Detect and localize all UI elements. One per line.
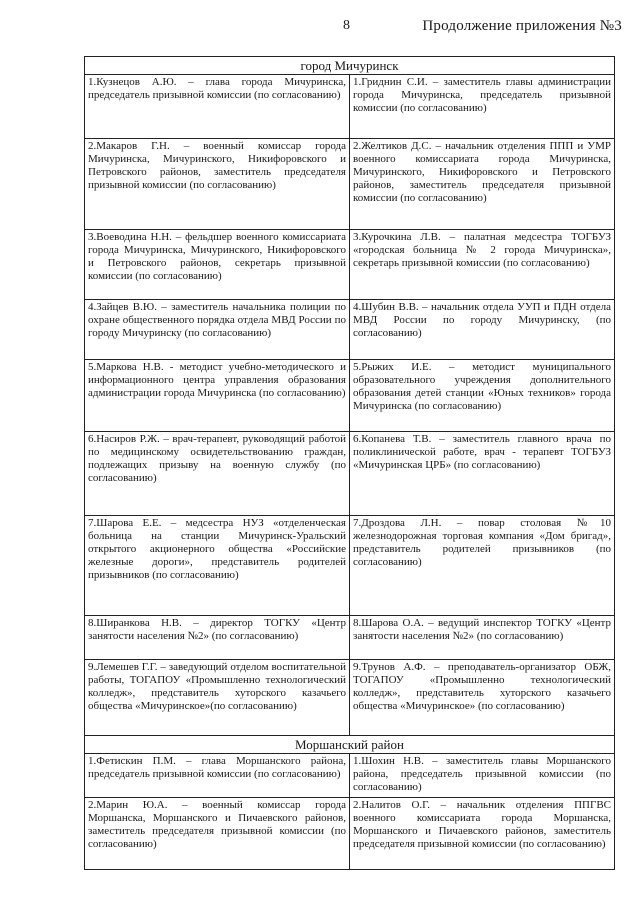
member-reserve: 6.Копанева Т.В. – заместитель главного врача по поликлинической работе, врач - терапевт ТОГБУЗ «Мичуринская ЦРБ» (по согласованию) [350,432,615,516]
member-primary: 6.Насиров Р.Ж. – врач-терапевт, руководящий работой по медицинскому освидетельствованию граждан, подлежащих призыву на военную службу (по согласованию) [85,432,350,516]
member-reserve: 1.Шохин Н.В. – заместитель главы Моршанского района, председатель призывной комиссии (по согласованию) [350,754,615,798]
table-row [85,660,615,736]
member-primary: 1.Фетискин П.М. – глава Моршанского района, председатель призывной комиссии (по согласованию) [85,754,350,798]
member-primary: 2.Марин Ю.А. – военный комиссар города Моршанска, Моршанского и Пичаевского районов, заместитель председателя призывной комиссии (по согласованию) [85,798,350,870]
section-row [85,57,615,75]
section-title: город Мичуринск [85,57,615,75]
commission-table [84,56,615,870]
table-row [85,798,615,870]
member-reserve: 3.Курочкина Л.В. – палатная медсестра ТОГБУЗ «городская больница № 2 города Мичуринска», секретарь призывной комиссии (по согласованию) [350,230,615,300]
member-primary: 7.Шарова Е.Е. – медсестра НУЗ «отделенческая больница на станции Мичуринск-Уральский открытого акционерного общества «Российские железные дороги», представитель родителей призывников (по согласованию) [85,516,350,616]
continuation-title: Продолжение приложения №3 [422,18,622,34]
member-primary: 5.Маркова Н.В. - методист учебно-методического и информационного центра управления образования администрации города Мичуринска (по согласованию) [85,360,350,432]
table-row [85,75,615,139]
table-row [85,432,615,516]
member-reserve: 2.Налитов О.Г. – начальник отделения ППГВС военного комиссариата города Моршанска, Моршанского и Пичаевского районов, заместитель председателя призывной комиссии (по согласованию) [350,798,615,870]
member-reserve: 7.Дроздова Л.Н. – повар столовая №10 железнодорожная торговая компания «Дом бригад», представитель родителей призывников (по согласованию) [350,516,615,616]
member-reserve: 9.Трунов А.Ф. – преподаватель-организатор ОБЖ, ТОГАПОУ «Промышленно технологический колледж», представитель хуторского казачьего общества «Мичуринское» (по согласованию) [350,660,615,736]
table-row [85,754,615,798]
member-reserve: 4.Шубин В.В. – начальник отдела УУП и ПДН отдела МВД России по городу Мичуринску, (по согласованию) [350,300,615,360]
member-reserve: 1.Гриднин С.И. – заместитель главы администрации города Мичуринска, председатель призывной комиссии (по согласованию) [350,75,615,139]
table-row [85,139,615,230]
table-row [85,516,615,616]
member-reserve: 8.Шарова О.А. – ведущий инспектор ТОГКУ «Центр занятости населения №2» (по согласованию) [350,616,615,660]
table-row [85,616,615,660]
member-primary: 8.Ширанкова Н.В. – директор ТОГКУ «Центр занятости населения №2» (по согласованию) [85,616,350,660]
table-row [85,230,615,300]
member-primary: 4.Зайцев В.Ю. – заместитель начальника полиции по охране общественного порядка отдела МВД России по городу Мичуринску (по согласованию) [85,300,350,360]
page-header [0,18,640,40]
page-number: 8 [343,18,350,33]
section-title: Моршанский район [85,736,615,754]
member-primary: 3.Воеводина Н.Н. – фельдшер военного комиссариата города Мичуринска, Мичуринского, Никифоровского и Петровского районов, секретарь призывной комиссии (по согласованию) [85,230,350,300]
table-row [85,300,615,360]
member-reserve: 2.Желтиков Д.С. – начальник отделения ППП и УМР военного комиссариата города Мичуринска, Мичуринского, Никифоровского и Петровского районов, заместитель председателя призывной комиссии (по согласованию) [350,139,615,230]
member-primary: 9.Лемешев Г.Г. – заведующий отделом воспитательной работы, ТОГАПОУ «Промышленно технологический колледж», представитель хуторского казачьего общества «Мичуринское»(по согласованию) [85,660,350,736]
member-primary: 1.Кузнецов А.Ю. – глава города Мичуринска, председатель призывной комиссии (по согласованию) [85,75,350,139]
table-row [85,360,615,432]
member-reserve: 5.Рыжих И.Е. – методист муниципального образовательного учреждения дополнительного образования детей станции «Юных техников» города Мичуринска (по согласованию) [350,360,615,432]
section-row [85,736,615,754]
member-primary: 2.Макаров Г.Н. – военный комиссар города Мичуринска, Мичуринского, Никифоровского и Петровского районов, заместитель председателя призывной комиссии (по согласованию) [85,139,350,230]
